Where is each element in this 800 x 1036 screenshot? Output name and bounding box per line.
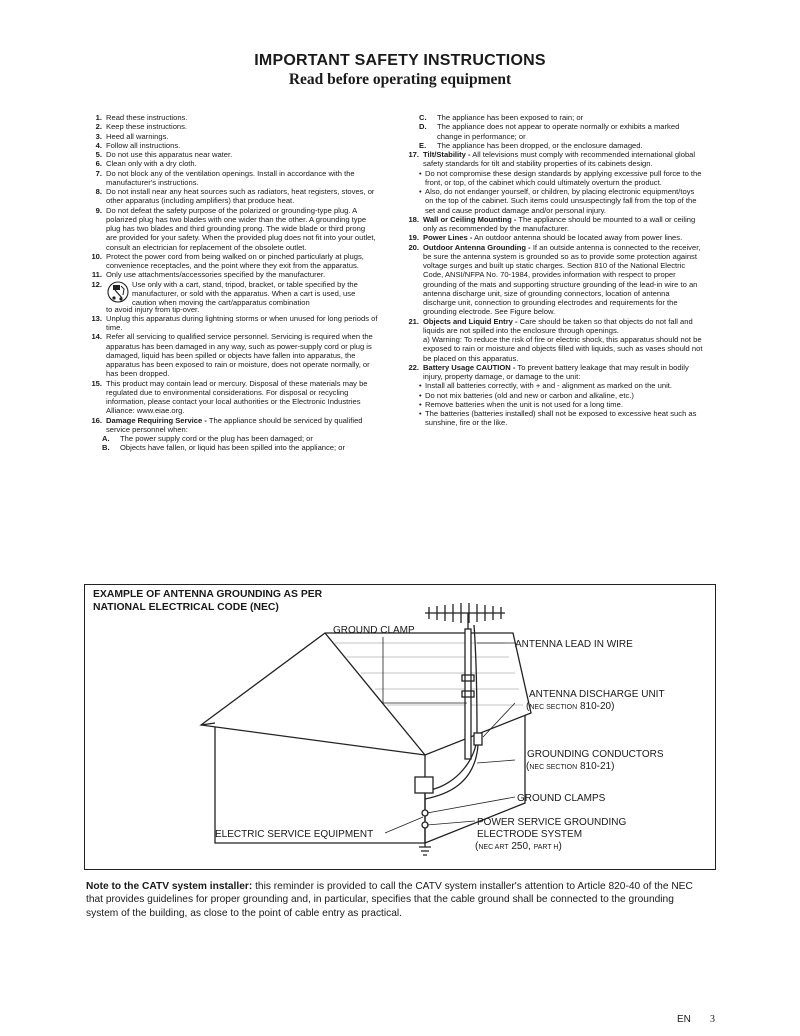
bullet-icon: •: [419, 390, 422, 400]
note-text: this reminder is provided to call the CATV system installer's attention to Article 820-40 of the NEC that provides guidelines for proper grounding and, in particular, specifies that the cable ground shall be connected to the grounding system of the building, as close to the point of cable entry as practical.: [86, 881, 693, 919]
item-number: 12.: [91, 279, 102, 289]
instruction-item: [86, 332, 378, 378]
instruction-item: [86, 169, 378, 188]
item-text: Unplug this apparatus during lightning storms or when unused for long periods of time.: [106, 313, 378, 332]
sub-text: The appliance has been exposed to rain; or: [437, 113, 584, 122]
instruction-item: [86, 150, 378, 159]
instruction-item: [86, 270, 378, 279]
instruction-item-17: [403, 150, 703, 169]
instruction-item: [86, 122, 378, 131]
item-number: 14.: [91, 332, 102, 342]
item-text: Care should be taken so that objects do not fall and liquids are not spilled into the enclosure through openings.: [423, 316, 693, 335]
item-number: 18.: [408, 214, 419, 224]
item-number: 15.: [91, 378, 102, 388]
sub-letter: B.: [102, 443, 110, 453]
cart-warning-icon: [106, 280, 132, 314]
catv-installer-note: [86, 880, 706, 920]
label-conductors-nec: (NEC SECTION 810-21): [526, 761, 615, 772]
label-ground-clamp: GROUND CLAMP: [333, 625, 415, 636]
bullet-item: [403, 169, 703, 188]
bullet-text: Remove batteries when the unit is not used for a long time.: [425, 399, 623, 409]
item-number: 7.: [95, 168, 102, 178]
note-heading: Note to the CATV system installer:: [86, 881, 253, 892]
bullet-icon: •: [419, 381, 422, 391]
item-text: Follow all instructions.: [106, 140, 181, 150]
item-text: Only use attachments/accessories specified by the manufacturer.: [106, 270, 326, 280]
label-discharge-nec: (NEC SECTION 810-20): [526, 701, 615, 712]
item-text: Heed all warnings.: [106, 131, 169, 141]
item-number: 22.: [408, 362, 419, 372]
item-number: 17.: [408, 150, 419, 159]
condition-item: [403, 113, 703, 122]
item-number: 10.: [91, 251, 102, 261]
condition-item: [86, 443, 378, 452]
instruction-item: [86, 132, 378, 141]
item-text: This product may contain lead or mercury. Disposal of these materials may be regulated due to environmental considerations. For disposal or recycling information, please contact your local authorities or the Electronic Industries Alliance: www.eiae.org.: [106, 378, 368, 416]
instruction-item: [86, 141, 378, 150]
item-text: Do not block any of the ventilation openings. Install in accordance with the manufacturer's instructions.: [106, 168, 355, 187]
item-text: Clean only with a dry cloth.: [106, 159, 197, 169]
label-power-service-1: POWER SERVICE GROUNDING: [477, 817, 627, 828]
bullet-icon: •: [419, 399, 422, 409]
bullet-item: [403, 400, 703, 409]
left-column: [86, 113, 378, 453]
sub-text: The appliance does not appear to operate normally or exhibits a marked change in performance; or: [437, 122, 680, 141]
sub-letter: E.: [419, 140, 427, 150]
instruction-item-21: [403, 317, 703, 336]
bullet-text: Also, do not endanger yourself, or children, by placing electronic equipment/toys on the top of the cabinet. Such items could unsuspectingly fall from the top of the set and cause product damage and/or personal injury.: [425, 187, 697, 215]
sub-letter: A.: [102, 434, 110, 443]
item-heading: Battery Usage CAUTION -: [423, 362, 516, 372]
item-heading: Tilt/Stability -: [423, 150, 471, 159]
item-number: 5.: [95, 150, 102, 159]
instruction-item-16: [86, 416, 378, 435]
language-code: EN: [677, 1014, 691, 1025]
item-text: Keep these instructions.: [106, 122, 188, 132]
label-power-nec: (NEC ART 250, PART H): [475, 841, 562, 852]
item-text: Do not defeat the safety purpose of the polarized or grounding-type plug. A polarized plug has two blades with one wider than the other. A grounding type plug has two blades and third grounding prong. The wide blade or third prong are provided for your safety. When the provided plug does not fit into your outlet, consult an electrician for replacement of the obsolete outlet.: [106, 205, 376, 252]
instruction-item: [86, 379, 378, 416]
figure-title: EXAMPLE OF ANTENNA GROUNDING AS PER NATIONAL ELECTRICAL CODE (NEC): [93, 589, 323, 613]
instruction-item: [86, 159, 378, 168]
instruction-item: [403, 233, 703, 242]
sub-text: Objects have fallen, or liquid has been spilled into the appliance; or: [120, 443, 346, 453]
item-number: 9.: [95, 205, 102, 215]
item-text: The appliance should be mounted to a wall or ceiling only as recommended by the manufacturer.: [423, 214, 696, 233]
item-text: If an outside antenna is connected to the receiver, be sure the antenna system is grounded so as to provide some protection against voltage surges and built up static charges. Section 810 of the National Electric Code, ANSI/NFPA No. 70-1984, provides information with respect to proper grounding of the mats and supporting structure grounding of the lead-in wire to an antenna discharge unit, size of grounding connectors, location of antenna discharge unit, connection to grounding electrodes and requirements for the grounding electrode. See Figure below.: [423, 242, 701, 317]
item-text: Read these instructions.: [106, 113, 188, 122]
item-text: To prevent battery leakage that may result in bodily injury, property damage, or damage to the unit:: [423, 362, 689, 381]
label-electric-service: ELECTRIC SERVICE EQUIPMENT: [215, 829, 374, 840]
bullet-text: Do not mix batteries (old and new or carbon and alkaline, etc.): [425, 390, 634, 400]
item-number: 8.: [95, 187, 102, 196]
condition-item: [403, 122, 703, 141]
instruction-item: [86, 187, 378, 206]
bullet-item: [403, 187, 703, 215]
bullet-text: Do not compromise these design standards by applying excessive pull force to the front, or top, of the cabinet which could ultimately overturn the product.: [425, 168, 702, 187]
sub-text: The appliance has been dropped, or the enclosure damaged.: [437, 140, 643, 150]
item-text: The appliance should be serviced by qualified service personnel when:: [106, 415, 363, 434]
bullet-icon: •: [419, 409, 422, 418]
item-text: Protect the power cord from being walked on or pinched particularly at plugs, convenience receptacles, and the point where they exit from the apparatus.: [106, 251, 364, 270]
item-number: 19.: [408, 233, 419, 243]
item-heading: Damage Requiring Service -: [106, 415, 207, 425]
item-heading: Objects and Liquid Entry -: [423, 316, 518, 326]
instruction-item: [86, 314, 378, 333]
item-text: Do not use this apparatus near water.: [106, 150, 233, 159]
condition-item: [86, 434, 378, 443]
item-heading: Outdoor Antenna Grounding -: [423, 242, 531, 252]
item-number: 2.: [95, 122, 102, 132]
label-ground-clamps: GROUND CLAMPS: [517, 793, 606, 804]
item-number: 11.: [91, 270, 102, 280]
item-text: Do not install near any heat sources such as radiators, heat registers, stoves, or other apparatus (including amplifiers) that produce heat.: [106, 187, 375, 206]
item-heading: Wall or Ceiling Mounting -: [423, 214, 517, 224]
bullet-icon: •: [419, 187, 422, 196]
item-number: 13.: [91, 313, 102, 323]
label-grounding-conductors: GROUNDING CONDUCTORS: [527, 749, 664, 760]
bullet-text: The batteries (batteries installed) shall not be exposed to excessive heat such as sunshine, fire or the like.: [425, 409, 697, 428]
page-number: 3: [710, 1014, 715, 1025]
item-text: a) Warning: To reduce the risk of fire or electric shock, this apparatus should not be exposed to rain or moisture and objects filled with liquids, such as vases should not be placed on this apparatus.: [423, 335, 703, 363]
page-title: IMPORTANT SAFETY INSTRUCTIONS: [254, 52, 546, 69]
instruction-item: [86, 206, 378, 252]
label-power-service-2: ELECTRODE SYSTEM: [477, 829, 583, 840]
item-text: An outdoor antenna should be located away from power lines.: [472, 233, 683, 243]
instruction-item: [86, 252, 378, 271]
instruction-item: [403, 243, 703, 317]
page-subtitle: Read before operating equipment: [288, 71, 512, 88]
antenna-grounding-figure: [84, 584, 716, 870]
item-number: 6.: [95, 159, 102, 169]
instruction-item: [403, 215, 703, 234]
item-text: Use only with a cart, stand, tripod, bracket, or table specified by the manufacturer, or sold with the apparatus. When a cart is used, use caution when moving the cart/apparatus combination: [132, 279, 358, 307]
bullet-item: [403, 381, 703, 390]
label-discharge-unit: ANTENNA DISCHARGE UNIT: [529, 689, 665, 700]
item-21-warning: [403, 335, 703, 363]
sub-letter: D.: [419, 122, 427, 132]
item-number: 3.: [95, 131, 102, 141]
item-heading: Power Lines -: [423, 233, 473, 243]
bullet-item: [403, 391, 703, 400]
label-antenna-lead: ANTENNA LEAD IN WIRE: [515, 639, 633, 650]
item-number: 16.: [91, 415, 102, 425]
instruction-item-22: [403, 363, 703, 382]
sub-letter: C.: [419, 113, 427, 122]
instruction-item: [86, 113, 378, 122]
item-number: 4.: [95, 140, 102, 150]
bullet-icon: •: [419, 168, 422, 178]
item-number: 21.: [408, 316, 419, 326]
item-text: to avoid injury from tip-over.: [106, 304, 200, 314]
item-number: 1.: [95, 113, 102, 122]
item-number: 20.: [408, 242, 419, 252]
condition-item: [403, 141, 703, 150]
sub-text: The power supply cord or the plug has been damaged; or: [120, 434, 313, 443]
bullet-item: [403, 409, 703, 428]
item-text: Refer all servicing to qualified service personnel. Servicing is required when the apparatus has been damaged in any way, such as power-supply cord or plug is damaged, liquid has been spilled or objects have fallen into apparatus, the apparatus has been exposed to rain or moisture, does not operate normally, or has been dropped.: [106, 332, 373, 379]
item-text: All televisions must comply with recommended international global safety standards for tilt and stability properties of its cabinets design.: [423, 150, 696, 169]
right-column: [403, 113, 703, 428]
bullet-text: Install all batteries correctly, with + and - alignment as marked on the unit.: [425, 381, 672, 391]
